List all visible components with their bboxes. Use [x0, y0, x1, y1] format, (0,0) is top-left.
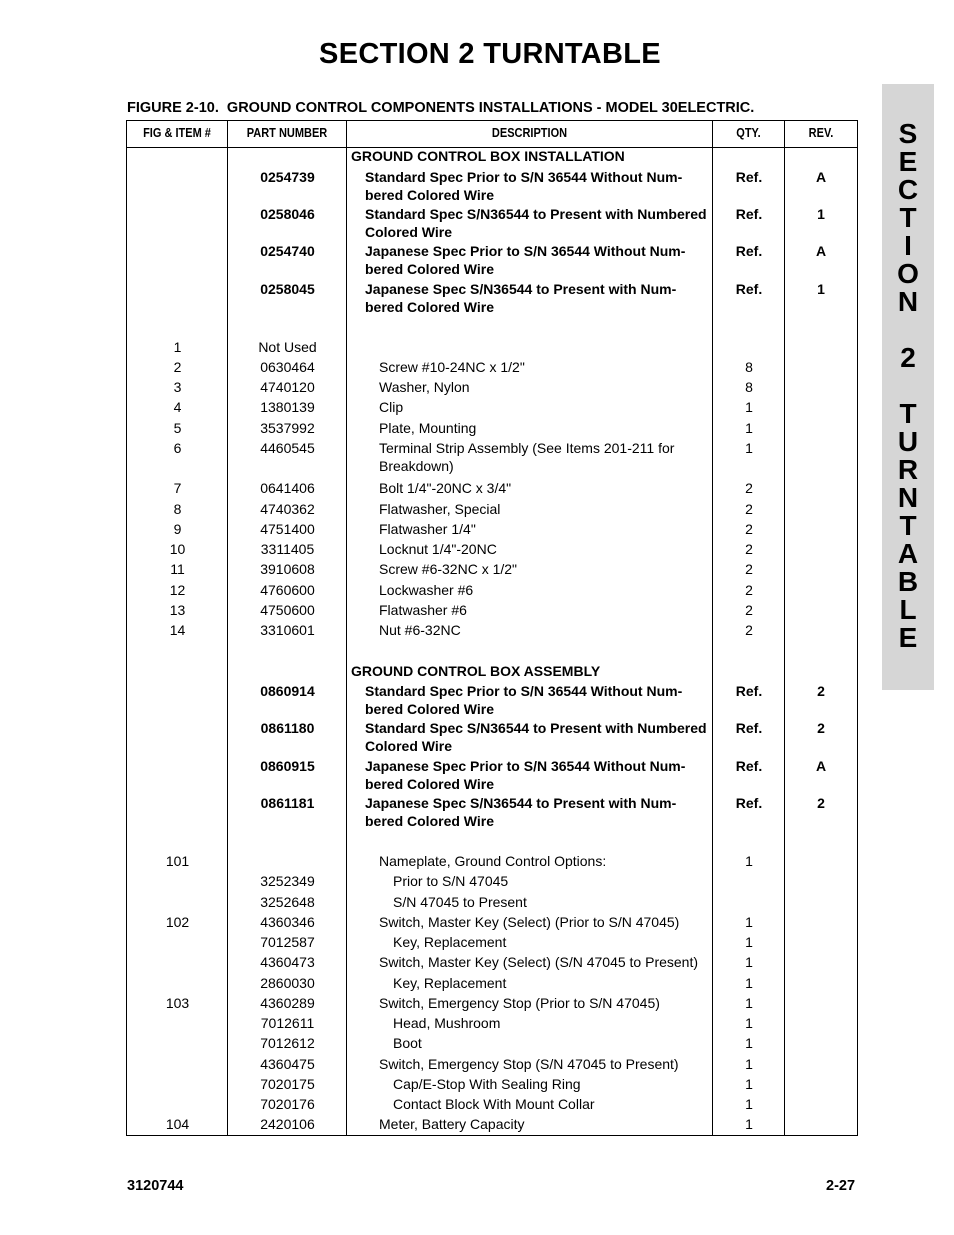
- qty-cell: 1: [745, 1076, 753, 1092]
- qty-cell: Ref.: [735, 720, 763, 736]
- side-tab-letter: I: [904, 230, 912, 261]
- part-number-cell: 4360475: [260, 1056, 315, 1072]
- side-tab-letter: E: [898, 622, 918, 653]
- fig-item-cell: 3: [173, 379, 182, 395]
- description-cell: Japanese Spec Prior to S/N 36544 Without Num- bered Colored Wire: [365, 758, 686, 792]
- side-tab-letter: T: [899, 398, 917, 429]
- header-part-number: PART NUMBER: [246, 126, 328, 140]
- qty-cell: 1: [745, 1035, 753, 1051]
- part-number-cell: 4740362: [260, 501, 315, 517]
- description-cell: Washer, Nylon: [379, 379, 470, 395]
- description-cell: Switch, Emergency Stop (S/N 47045 to Present): [379, 1056, 679, 1072]
- description-cell: Flatwasher, Special: [379, 501, 501, 517]
- description-cell: Switch, Emergency Stop (Prior to S/N 47045): [379, 995, 660, 1011]
- fig-item-cell: 14: [169, 622, 186, 638]
- rev-cell: 2: [817, 795, 825, 811]
- side-tab-letter: A: [897, 538, 919, 569]
- side-tab-letter: L: [899, 594, 917, 625]
- part-number-cell: 7012611: [260, 1015, 315, 1031]
- description-cell: Standard Spec Prior to S/N 36544 Without Num- bered Colored Wire: [365, 169, 683, 203]
- qty-cell: Ref.: [735, 683, 763, 699]
- side-tab-letter: N: [897, 286, 919, 317]
- qty-cell: Ref.: [735, 281, 763, 297]
- description-cell: GROUND CONTROL BOX ASSEMBLY: [351, 663, 601, 679]
- part-number-cell: 4740120: [260, 379, 315, 395]
- side-tab-letter: C: [897, 174, 919, 205]
- section-side-tab: [882, 84, 934, 690]
- part-number-cell: 7012612: [260, 1035, 315, 1051]
- fig-item-cell: 2: [173, 359, 182, 375]
- page-title: SECTION 2 TURNTABLE: [319, 38, 661, 70]
- qty-cell: 2: [745, 602, 753, 618]
- qty-cell: 1: [745, 1096, 753, 1112]
- qty-cell: 8: [745, 379, 753, 395]
- qty-cell: 1: [745, 853, 753, 869]
- description-cell: Key, Replacement: [393, 975, 507, 991]
- qty-cell: 2: [745, 582, 753, 598]
- description-cell: Contact Block With Mount Collar: [393, 1096, 595, 1112]
- part-number-cell: 0258045: [260, 281, 315, 297]
- side-tab-letter: R: [897, 454, 919, 485]
- part-number-cell: 3311405: [260, 541, 315, 557]
- description-cell: Boot: [393, 1035, 422, 1051]
- qty-cell: 1: [745, 1116, 753, 1132]
- qty-cell: 2: [745, 480, 753, 496]
- description-cell: Screw #10-24NC x 1/2": [379, 359, 525, 375]
- fig-item-cell: 8: [173, 501, 182, 517]
- description-cell: Japanese Spec S/N36544 to Present with Num- bered Colored Wire: [365, 281, 677, 315]
- fig-item-cell: 13: [169, 602, 186, 618]
- description-cell: S/N 47045 to Present: [393, 894, 527, 910]
- description-cell: Meter, Battery Capacity: [379, 1116, 525, 1132]
- part-number-cell: 0861181: [260, 795, 315, 811]
- qty-cell: Ref.: [735, 243, 763, 259]
- qty-cell: 8: [745, 359, 753, 375]
- fig-item-cell: 102: [165, 914, 190, 930]
- qty-cell: 1: [745, 934, 753, 950]
- description-cell: Bolt 1/4"-20NC x 3/4": [379, 480, 512, 496]
- fig-item-cell: 10: [169, 541, 186, 557]
- qty-cell: 1: [745, 954, 753, 970]
- side-tab-letter: E: [898, 146, 918, 177]
- fig-item-cell: 103: [165, 995, 190, 1011]
- description-cell: Flatwasher 1/4": [379, 521, 476, 537]
- part-number-cell: 0861180: [260, 720, 315, 736]
- part-number-cell: 2420106: [260, 1116, 315, 1132]
- parts-table: [126, 120, 858, 1136]
- description-cell: Standard Spec S/N36544 to Present with Numbered Colored Wire: [365, 206, 707, 240]
- qty-cell: Ref.: [735, 795, 763, 811]
- fig-item-cell: 11: [170, 561, 185, 577]
- part-number-cell: 0254739: [260, 169, 315, 185]
- description-cell: Prior to S/N 47045: [393, 873, 509, 889]
- qty-cell: 1: [745, 914, 753, 930]
- fig-item-cell: 12: [169, 582, 186, 598]
- qty-cell: Ref.: [735, 206, 763, 222]
- part-number-cell: 1380139: [260, 399, 315, 415]
- side-tab-letter: N: [897, 482, 919, 513]
- rev-cell: 2: [817, 683, 825, 699]
- fig-item-cell: 9: [173, 521, 182, 537]
- part-number-cell: 4360473: [260, 954, 315, 970]
- part-number-cell: 4750600: [260, 602, 315, 618]
- part-number-cell: 0860915: [260, 758, 315, 774]
- qty-cell: 2: [745, 541, 753, 557]
- description-cell: Lockwasher #6: [379, 582, 474, 598]
- header-qty: QTY.: [736, 126, 761, 140]
- qty-cell: 2: [745, 521, 753, 537]
- part-number-cell: 4751400: [260, 521, 315, 537]
- qty-cell: 1: [745, 420, 753, 436]
- part-number-cell: 7012587: [260, 934, 315, 950]
- header-fig-item: FIG & ITEM #: [143, 126, 211, 140]
- header-rev: REV.: [808, 126, 834, 140]
- part-number-cell: 4360346: [260, 914, 315, 930]
- part-number-cell: 0860914: [260, 683, 315, 699]
- side-tab-letter: T: [899, 202, 917, 233]
- part-number-cell: 7020175: [260, 1076, 315, 1092]
- qty-cell: 1: [745, 1056, 753, 1072]
- rev-cell: A: [815, 169, 827, 185]
- side-tab-letter: 2: [900, 342, 916, 373]
- part-number-cell: 7020176: [260, 1096, 315, 1112]
- qty-cell: 1: [745, 399, 753, 415]
- part-number-cell: 4460545: [260, 440, 315, 456]
- part-number-cell: 3537992: [260, 420, 315, 436]
- fig-item-cell: 7: [173, 480, 182, 496]
- description-cell: Terminal Strip Assembly (See Items 201-211 for Breakdown): [379, 440, 675, 474]
- qty-cell: 2: [745, 501, 753, 517]
- qty-cell: 1: [745, 975, 753, 991]
- part-number-cell: 2860030: [260, 975, 315, 991]
- description-cell: Switch, Master Key (Select) (S/N 47045 to Present): [379, 954, 699, 970]
- description-cell: Nut #6-32NC: [379, 622, 461, 638]
- rev-cell: 2: [817, 720, 825, 736]
- qty-cell: Ref.: [735, 758, 763, 774]
- fig-item-cell: 1: [173, 339, 182, 355]
- fig-item-cell: 6: [173, 440, 182, 456]
- qty-cell: 1: [745, 1015, 753, 1031]
- description-cell: Head, Mushroom: [393, 1015, 501, 1031]
- part-number-cell: 4760600: [260, 582, 315, 598]
- qty-cell: Ref.: [735, 169, 763, 185]
- side-tab-letter: B: [897, 566, 919, 597]
- rev-cell: A: [815, 758, 827, 774]
- qty-cell: 2: [745, 622, 753, 638]
- side-tab-letter: S: [898, 118, 918, 149]
- document-number: 3120744: [127, 1178, 184, 1194]
- description-cell: Japanese Spec Prior to S/N 36544 Without Num- bered Colored Wire: [365, 243, 686, 277]
- part-number-cell: 0258046: [260, 206, 315, 222]
- description-cell: Screw #6-32NC x 1/2": [379, 561, 518, 577]
- rev-cell: 1: [817, 206, 825, 222]
- part-number-cell: 3252349: [260, 873, 315, 889]
- description-cell: Standard Spec Prior to S/N 36544 Without Num- bered Colored Wire: [365, 683, 683, 717]
- description-cell: GROUND CONTROL BOX INSTALLATION: [351, 148, 625, 164]
- qty-cell: 1: [745, 995, 753, 1011]
- description-cell: Plate, Mounting: [379, 420, 477, 436]
- description-cell: Cap/E-Stop With Sealing Ring: [393, 1076, 581, 1092]
- description-cell: Standard Spec S/N36544 to Present with Numbered Colored Wire: [365, 720, 707, 754]
- page-number: 2-27: [826, 1178, 856, 1194]
- part-number-cell: 0641406: [260, 480, 315, 496]
- header-description: DESCRIPTION: [491, 126, 568, 140]
- fig-item-cell: 101: [165, 853, 190, 869]
- rev-cell: 1: [817, 281, 825, 297]
- part-number-cell: 3310601: [260, 622, 315, 638]
- side-tab-letter: U: [897, 426, 919, 457]
- figure-caption: FIGURE 2-10. GROUND CONTROL COMPONENTS INSTALLATIONS - MODEL 30ELECTRIC.: [127, 100, 755, 116]
- qty-cell: 1: [745, 440, 753, 456]
- description-cell: Nameplate, Ground Control Options:: [379, 853, 607, 869]
- part-number-cell: 3910608: [260, 561, 315, 577]
- side-tab-letter: O: [897, 258, 919, 289]
- description-cell: Clip: [379, 399, 404, 415]
- part-number-cell: 4360289: [260, 995, 315, 1011]
- rev-cell: A: [815, 243, 827, 259]
- part-number-cell: 0254740: [260, 243, 315, 259]
- description-cell: Locknut 1/4"-20NC: [379, 541, 497, 557]
- part-number-cell: 3252648: [260, 894, 315, 910]
- fig-item-cell: 104: [165, 1116, 190, 1132]
- description-cell: Flatwasher #6: [379, 602, 467, 618]
- qty-cell: 2: [745, 561, 753, 577]
- fig-item-cell: 4: [173, 399, 182, 415]
- description-cell: Key, Replacement: [393, 934, 507, 950]
- part-number-cell: Not Used: [258, 339, 317, 355]
- part-number-cell: 0630464: [260, 359, 315, 375]
- side-tab-letter: T: [899, 510, 917, 541]
- fig-item-cell: 5: [173, 420, 182, 436]
- description-cell: Japanese Spec S/N36544 to Present with Num- bered Colored Wire: [365, 795, 677, 829]
- description-cell: Switch, Master Key (Select) (Prior to S/N 47045): [379, 914, 680, 930]
